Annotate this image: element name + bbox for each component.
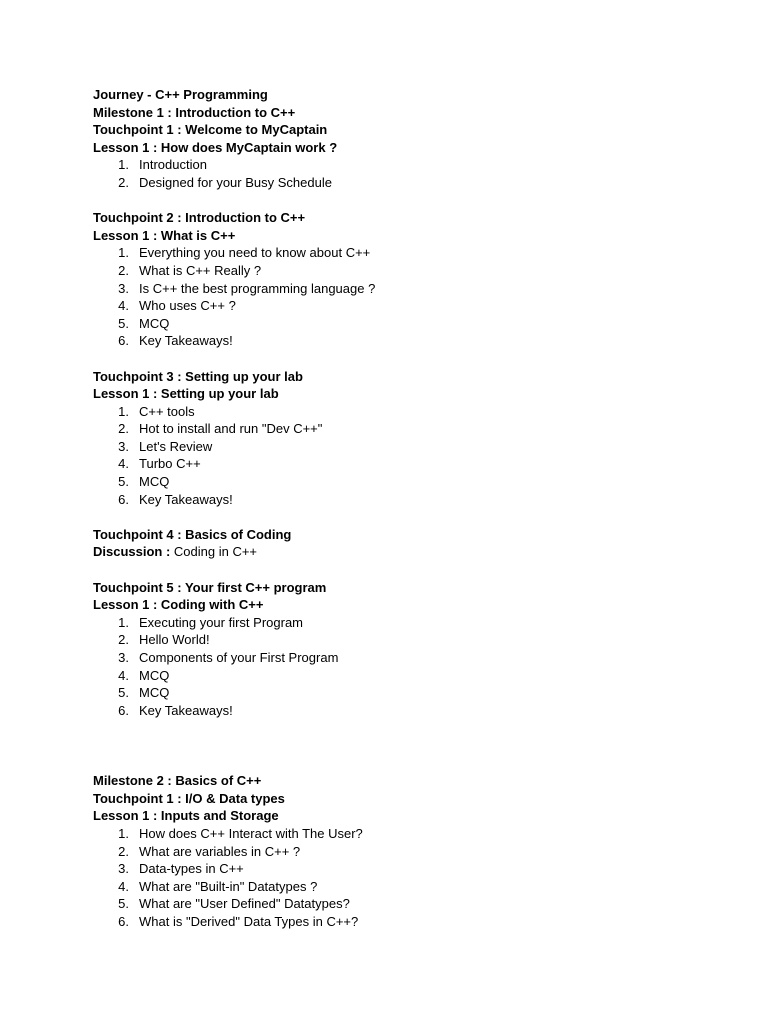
list-item-number: 6. xyxy=(118,913,129,929)
list-item-text: Hello World! xyxy=(139,632,210,648)
list-item-number: 2. xyxy=(118,174,129,190)
list-item xyxy=(93,843,713,861)
list-item-text: Key Takeaways! xyxy=(139,333,233,349)
list-item-number: 1. xyxy=(118,245,129,261)
touchpoint-title: Touchpoint 2 : Introduction to C++ xyxy=(93,210,306,226)
list-item xyxy=(93,702,713,720)
list-item-number: 3. xyxy=(118,650,129,665)
touchpoint-title: Touchpoint 3 : Setting up your lab xyxy=(93,368,303,384)
lesson-title: Lesson 1 : Coding with C++ xyxy=(93,597,264,613)
lesson-item-list xyxy=(93,156,713,191)
list-item-text: What are "Built-in" Datatypes ? xyxy=(139,878,318,894)
list-item xyxy=(93,825,713,843)
list-item xyxy=(93,332,713,350)
list-item xyxy=(93,403,713,421)
list-item xyxy=(93,878,713,896)
touchpoint-spacer xyxy=(93,508,713,526)
discussion-label: Discussion : xyxy=(93,544,171,560)
list-item-text: Data-types in C++ xyxy=(139,861,244,877)
list-item xyxy=(93,895,713,913)
list-item xyxy=(93,684,713,702)
list-item xyxy=(93,455,713,473)
list-item xyxy=(93,667,713,685)
list-item xyxy=(93,262,713,280)
list-item-text: Designed for your Busy Schedule xyxy=(139,174,332,190)
list-item-text: Components of your First Program xyxy=(139,650,339,665)
list-item-number: 2. xyxy=(118,632,129,648)
list-item-text: Introduction xyxy=(139,157,207,173)
discussion-line xyxy=(93,543,713,561)
milestone-title: Milestone 1 : Introduction to C++ xyxy=(93,104,296,120)
list-item-number: 5. xyxy=(118,474,129,490)
list-item xyxy=(93,860,713,878)
lesson-title: Lesson 1 : Inputs and Storage xyxy=(93,808,279,824)
list-item-number: 1. xyxy=(118,403,129,419)
list-item-text: Key Takeaways! xyxy=(139,702,233,718)
list-item xyxy=(93,174,713,192)
list-item-number: 4. xyxy=(118,298,129,314)
list-item-number: 6. xyxy=(118,702,129,718)
lesson-title: Lesson 1 : What is C++ xyxy=(93,227,236,243)
list-item-number: 5. xyxy=(118,896,129,912)
list-item-text: MCQ xyxy=(139,315,170,331)
list-item xyxy=(93,297,713,315)
list-item-number: 3. xyxy=(118,438,129,454)
list-item-number: 4. xyxy=(118,456,129,472)
list-item-number: 3. xyxy=(118,280,129,296)
section-spacer xyxy=(93,719,713,772)
milestone-title: Milestone 2 : Basics of C++ xyxy=(93,773,262,789)
list-item-text: MCQ xyxy=(139,474,170,490)
touchpoint-title: Touchpoint 1 : I/O & Data types xyxy=(93,790,285,806)
list-item xyxy=(93,420,713,438)
list-item xyxy=(93,280,713,298)
list-item xyxy=(93,473,713,491)
journey-title: Journey - C++ Programming xyxy=(93,87,268,102)
touchpoint-title: Touchpoint 5 : Your first C++ program xyxy=(93,579,327,595)
touchpoint-spacer xyxy=(93,350,713,368)
list-item-text: Everything you need to know about C++ xyxy=(139,245,371,261)
list-item xyxy=(93,491,713,509)
list-item-number: 4. xyxy=(118,878,129,894)
list-item-number: 4. xyxy=(118,667,129,683)
touchpoint-title: Touchpoint 4 : Basics of Coding xyxy=(93,526,292,542)
list-item-number: 1. xyxy=(118,157,129,173)
document-body xyxy=(93,86,713,931)
list-item-text: MCQ xyxy=(139,685,170,701)
list-item-text: How does C++ Interact with The User? xyxy=(139,825,363,841)
list-item-text: What are "User Defined" Datatypes? xyxy=(139,896,350,912)
list-item-text: What is C++ Really ? xyxy=(139,262,262,278)
lesson-item-list xyxy=(93,825,713,931)
lesson-item-list xyxy=(93,244,713,350)
list-item-number: 6. xyxy=(118,333,129,349)
list-item-number: 2. xyxy=(118,843,129,859)
list-item-text: Is C++ the best programming language ? xyxy=(139,280,376,296)
discussion-value: Coding in C++ xyxy=(170,544,258,560)
list-item-number: 1. xyxy=(118,614,129,630)
touchpoint-spacer xyxy=(93,561,713,579)
list-item-text: C++ tools xyxy=(139,403,195,419)
list-item-text: Hot to install and run "Dev C++" xyxy=(139,421,323,437)
list-item-text: What are variables in C++ ? xyxy=(139,843,301,859)
list-item-number: 5. xyxy=(118,685,129,701)
list-item-number: 1. xyxy=(118,825,129,841)
list-item-text: MCQ xyxy=(139,667,170,683)
lesson-item-list xyxy=(93,614,713,720)
lesson-title: Lesson 1 : Setting up your lab xyxy=(93,386,279,402)
list-item xyxy=(93,631,713,649)
list-item xyxy=(93,315,713,333)
list-item xyxy=(93,649,713,667)
touchpoint-title: Touchpoint 1 : Welcome to MyCaptain xyxy=(93,122,328,138)
list-item-text: What is "Derived" Data Types in C++? xyxy=(139,913,359,929)
list-item xyxy=(93,156,713,174)
lesson-item-list xyxy=(93,403,713,509)
list-item xyxy=(93,913,713,931)
list-item-number: 6. xyxy=(118,491,129,507)
list-item xyxy=(93,438,713,456)
list-item xyxy=(93,244,713,262)
list-item-number: 2. xyxy=(118,262,129,278)
list-item-text: Turbo C++ xyxy=(139,456,201,472)
list-item-text: Who uses C++ ? xyxy=(139,298,236,314)
list-item-text: Let's Review xyxy=(139,438,213,454)
list-item-text: Executing your first Program xyxy=(139,614,304,630)
touchpoint-spacer xyxy=(93,192,713,210)
lesson-title: Lesson 1 : How does MyCaptain work ? xyxy=(93,139,338,155)
list-item-number: 3. xyxy=(118,861,129,877)
list-item-text: Key Takeaways! xyxy=(139,491,233,507)
list-item-number: 5. xyxy=(118,315,129,331)
list-item-number: 2. xyxy=(118,421,129,437)
list-item xyxy=(93,614,713,632)
